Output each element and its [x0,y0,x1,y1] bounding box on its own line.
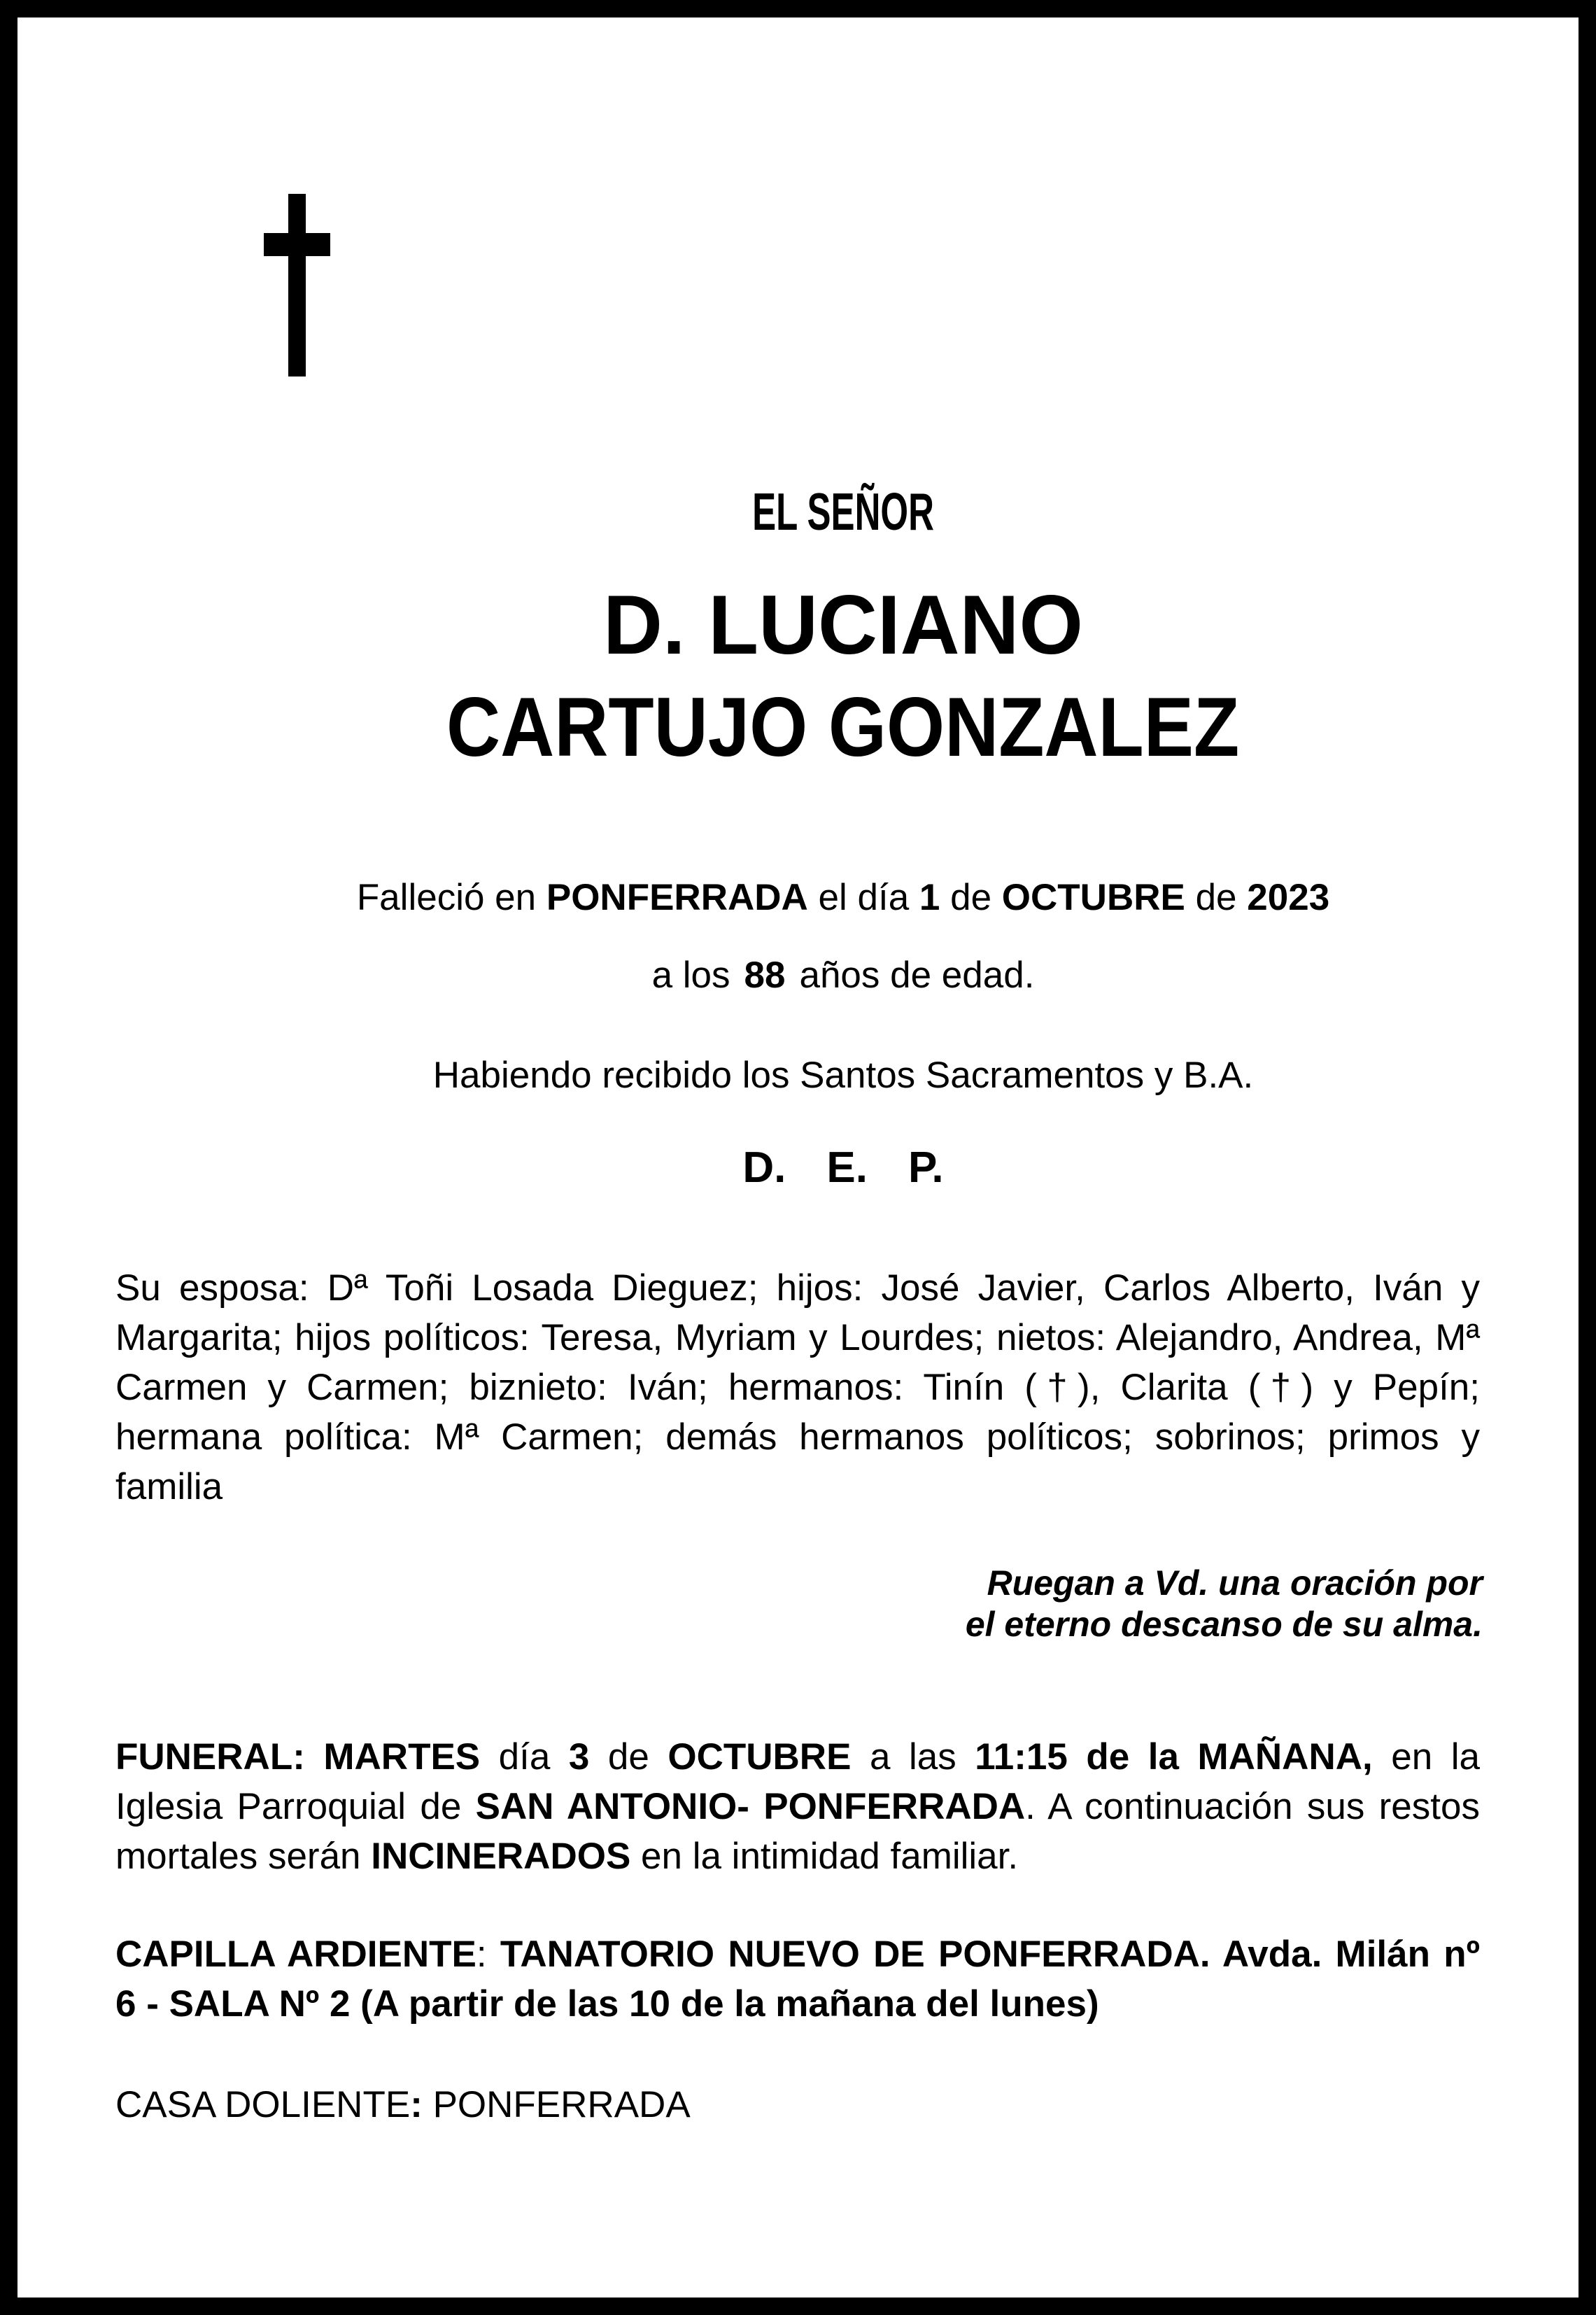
funeral-text: en la intimidad familiar. [630,1836,1019,1877]
family-paragraph: Su esposa: Dª Toñi Losada Dieguez; hijos: José Javier, Carlos Alberto, Iván y Margarita; hijos políticos: Teresa, Myriam y Lourdes; nietos: Alejandro, Andrea, Mª Carmen y Carmen; biznieto: Iván; hermanos: Tinín (†), Clarita (†) y Pepín; hermana política: Mª Carmen; demás hermanos políticos; sobrinos; primos y familia [115,1267,1480,1507]
salutation-text: EL SEÑOR [752,482,934,541]
death-line [161,873,1525,922]
funeral-month: OCTUBRE [668,1736,852,1778]
funeral-text: . A continuación sus restos mortales serán [115,1786,1480,1877]
funeral-time: 11:15 de la MAÑANA, [975,1736,1373,1778]
funeral-text: a las [851,1736,975,1778]
chapel-colon: : [476,1934,487,1975]
death-mid1: el día [807,877,919,918]
dep-p: P. [908,1144,944,1192]
funeral-day: 3 [568,1736,590,1778]
age-value: 88 [744,955,786,996]
funeral-cremation: INCINERADOS [371,1836,631,1877]
death-mid2: de [940,877,1002,918]
sacraments-line: Habiendo recibido los Santos Sacramentos y B.A. [432,1055,1254,1096]
death-year: 2023 [1247,877,1330,918]
funeral-text: de [589,1736,668,1778]
dep-d: D. [742,1144,786,1192]
funeral-text: día [480,1736,569,1778]
death-month: OCTUBRE [1001,877,1185,918]
funeral-church: SAN ANTONIO- PONFERRADA [475,1786,1026,1827]
dep-line [161,1146,1525,1190]
cross-vertical-bar [288,194,306,377]
funeral-paragraph [115,1732,1480,1881]
funeral-title: FUNERAL: MARTES [115,1736,481,1778]
cross-icon [264,194,330,377]
deceased-name-line1-text: D. LUCIANO [603,578,1083,672]
prayer-block [966,1563,1483,1645]
chapel-location: TANATORIO NUEVO DE PONFERRADA. Avda. Milán nº 6 - SALA Nº 2 (A partir de las 10 de la mañana del lunes) [115,1934,1480,2025]
deceased-name-line1 [161,578,1525,672]
death-mid3: de [1185,877,1248,918]
mourning-house-line [115,2080,691,2130]
salutation [161,482,1525,541]
cross-horizontal-bar [264,233,330,256]
chapel-paragraph [115,1929,1480,2029]
deceased-name-line2-text: CARTUJO GONZALEZ [446,680,1240,774]
chapel-title: CAPILLA ARDIENTE [115,1934,476,1975]
deceased-name-line2 [161,680,1525,774]
death-place: PONFERRADA [546,877,808,918]
age-line [161,950,1525,1000]
age-suffix: años de edad. [799,955,1035,996]
dep-e: E. [826,1144,868,1192]
prayer-line2: el eterno descanso de su alma. [965,1605,1483,1644]
prayer-line1: Ruegan a Vd. una oración por [987,1563,1483,1603]
mourning-house-label: CASA DOLIENTE [115,2084,411,2125]
death-prefix: Falleció en [356,877,546,918]
funeral-text: en la Iglesia Parroquial de [115,1736,1480,1827]
mourning-house-colon: : [410,2084,423,2125]
age-prefix: a los [651,955,730,996]
death-day: 1 [919,877,940,918]
mourning-house-value: PONFERRADA [422,2084,691,2125]
